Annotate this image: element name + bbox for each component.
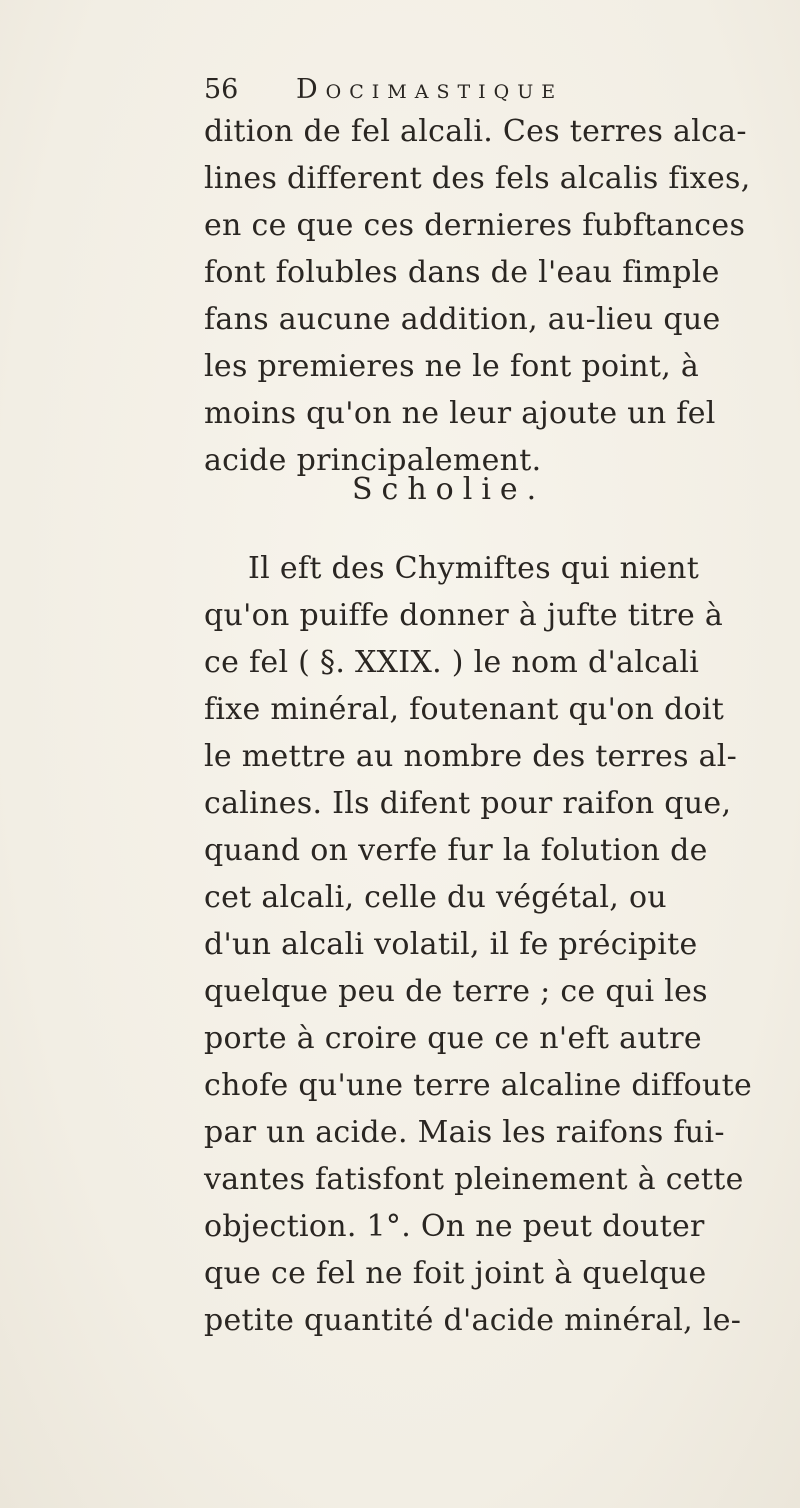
text-line: lines different des fels alcalis fixes, — [204, 161, 751, 196]
text-line: fans aucune addition, au-lieu que — [204, 302, 721, 337]
text-line: d'un alcali volatil, il fe précipite — [204, 927, 698, 962]
text-line: par un acide. Mais les raifons fui- — [204, 1115, 725, 1150]
text-line: fixe minéral, foutenant qu'on doit — [204, 692, 725, 727]
text-line: moins qu'on ne leur ajoute un fel — [204, 396, 716, 431]
text-line: dition de fel alcali. Ces terres alca- — [204, 114, 747, 149]
text-line: que ce fel ne foit joint à quelque — [204, 1256, 707, 1291]
page-number: 56 — [204, 74, 239, 105]
text-line: quelque peu de terre ; ce qui les — [204, 974, 708, 1009]
text-line: chofe qu'une terre alcaline diffoute — [204, 1068, 753, 1103]
text-line: cet alcali, celle du végétal, ou — [204, 880, 667, 915]
section-heading: Scholie. — [352, 472, 546, 507]
text-line: qu'on puiffe donner à jufte titre à — [204, 598, 724, 633]
running-title: Docimastique — [296, 74, 564, 105]
text-line: les premieres ne le font point, à — [204, 349, 700, 384]
text-line: vantes fatisfont pleinement à cette — [204, 1162, 744, 1197]
text-line: acide principalement. — [204, 443, 542, 478]
text-line: en ce que ces dernieres fubftances — [204, 208, 746, 243]
text-line: porte à croire que ce n'eft autre — [204, 1021, 702, 1056]
text-line: le mettre au nombre des terres al- — [204, 739, 738, 774]
text-line: objection. 1°. On ne peut douter — [204, 1209, 705, 1244]
text-line: font folubles dans de l'eau fimple — [204, 255, 720, 290]
text-line: petite quantité d'acide minéral, le- — [204, 1303, 742, 1338]
text-line: Il eft des Chymiftes qui nient — [248, 551, 700, 586]
text-line: quand on verfe fur la folution de — [204, 833, 708, 868]
page-header — [204, 70, 764, 110]
text-line: ce fel ( §. XXIX. ) le nom d'alcali — [204, 645, 700, 680]
text-line: calines. Ils difent pour raifon que, — [204, 786, 732, 821]
